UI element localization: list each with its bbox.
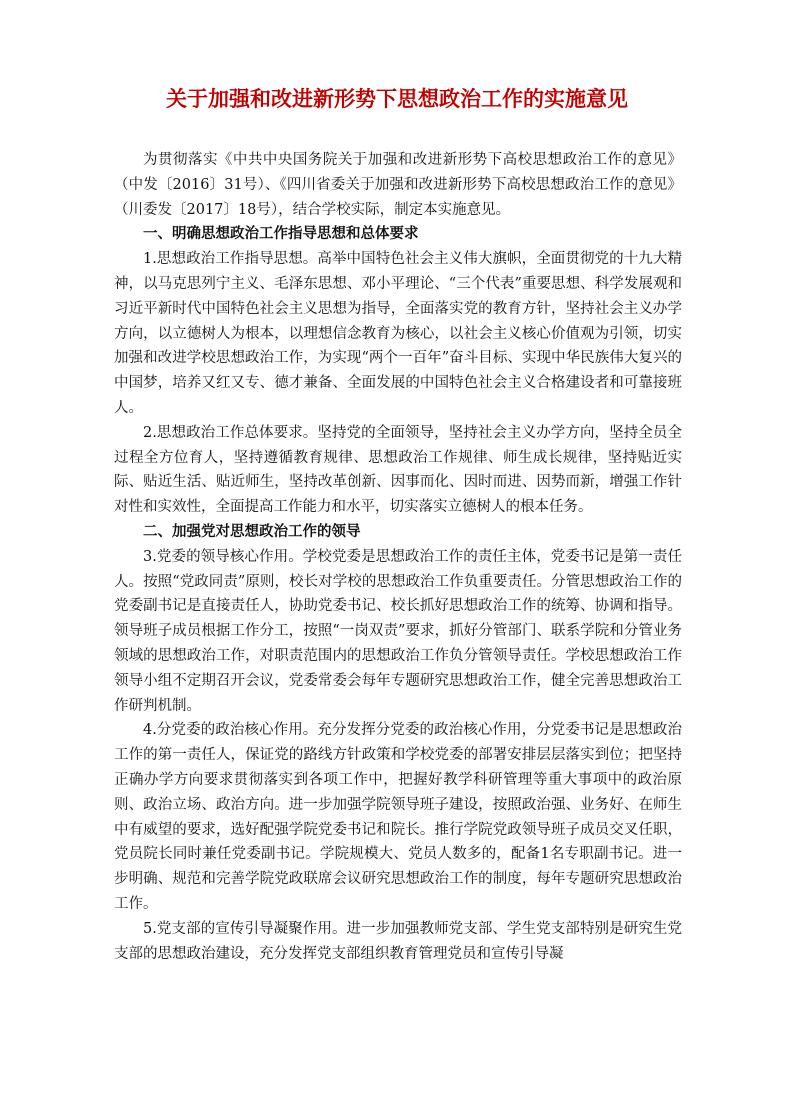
section-heading-1: 一、明确思想政治工作指导思想和总体要求: [143, 226, 419, 243]
paragraph-2: 2.思想政治工作总体要求。坚持党的全面领导，坚持社会主义办学方向，坚持全员全过程全方位育人，坚持遵循教育规律、思想政治工作规律、师生成长规律，坚持贴近实际、贴近生活、贴近师生，坚持改革创新、因事而化、因时而进、因势而新，增强工作针对性和实效性，全面提高工作能力和水平，切实落实立德树人的根本任务。: [114, 424, 682, 516]
paragraph-1: 1.思想政治工作指导思想。高举中国特色社会主义伟大旗帜，全面贯彻党的十九大精神，以马克思列宁主义、毛泽东思想、邓小平理论、“三个代表”重要思想、科学发展观和习近平新时代中国特色社会主义思想为指导，全面落实党的教育方针，坚持社会主义办学方向，以立德树人为根本，以理想信念教育为核心，以社会主义核心价值观为引领，切实加强和改进学校思想政治工作，为实现“两个一百年”奋斗目标、实现中华民族伟大复兴的中国梦，培养又红又专、德才兼备、全面发展的中国特色社会主义合格建设者和可靠接班人。: [114, 251, 682, 416]
paragraph-4: 4.分党委的政治核心作用。充分发挥分党委的政治核心作用，分党委书记是思想政治工作的第一责任人，保证党的路线方针政策和学校党委的部署安排层层落实到位；把坚持正确办学方向要求贯彻落实到各项工作中，把握好教学科研管理等重大事项中的政治原则、政治立场、政治方向。进一步加强学院领导班子建设，按照政治强、业务好、在师生中有威望的要求，选好配强学院党委书记和院长。推行学院党政领导班子成员交叉任职，党员院长同时兼任党委副书记。学院规模大、党员人数多的，配备1名专职副书记。进一步明确、规范和完善学院党政联席会议研究思想政治工作的制度，每年专题研究思想政治工作。: [114, 722, 682, 912]
paragraph-3: 3.党委的领导核心作用。学校党委是思想政治工作的责任主体，党委书记是第一责任人。按照“党政同责”原则，校长对学校的思想政治工作负重要责任。分管思想政治工作的党委副书记是直接责任人，协助党委书记、校长抓好思想政治工作的统筹、协调和指导。领导班子成员根据工作分工，按照“一岗双责”要求，抓好分管部门、联系学院和分管业务领域的思想政治工作，对职责范围内的思想政治工作负分管领导责任。学校思想政治工作领导小组不定期召开会议，党委常委会每年专题研究思想政治工作，健全完善思想政治工作研判机制。: [114, 548, 682, 714]
intro-paragraph: 为贯彻落实《中共中央国务院关于加强和改进新形势下高校思想政治工作的意见》（中发〔2016〕31号）、《四川省委关于加强和改进新形势下高校思想政治工作的意见》（川委发〔2017〕18号），结合学校实际，制定本实施意见。: [114, 152, 682, 218]
document-body: [114, 148, 682, 966]
section-heading-2: 二、加强党对思想政治工作的领导: [143, 523, 361, 540]
paragraph-5: 5.党支部的宣传引导凝聚作用。进一步加强教师党支部、学生党支部特别是研究生党支部的思想政治建设，充分发挥党支部组织教育管理党员和宣传引导凝: [114, 920, 682, 962]
document-title: 关于加强和改进新形势下思想政治工作的实施意见: [166, 86, 628, 111]
